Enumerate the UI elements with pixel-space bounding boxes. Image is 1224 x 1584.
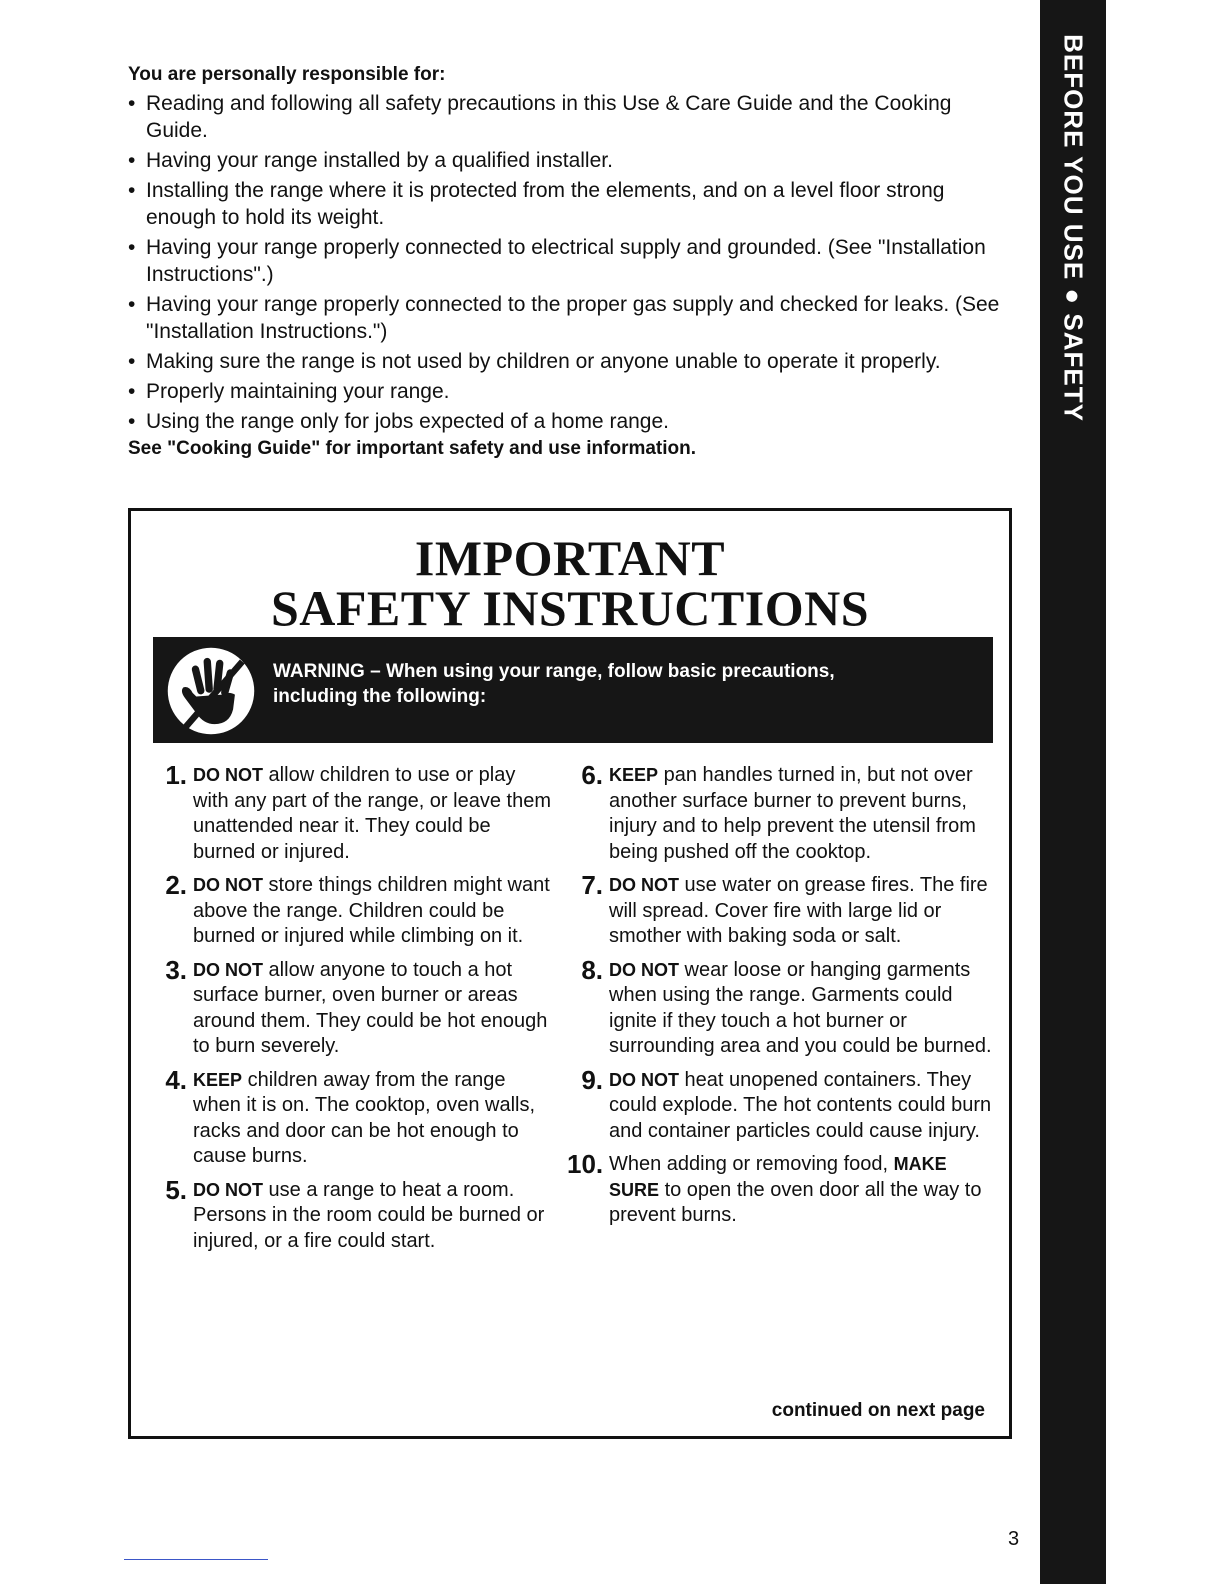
box-title-line: SAFETY INSTRUCTIONS [270,580,870,636]
responsibility-list [128,90,1008,435]
instruction-number: 2. [165,870,187,900]
instruction-keyword: DO NOT [609,875,679,895]
instruction-number: 8. [581,954,603,985]
instruction-text: store things children might want above the range. Children could be burned or injured while climbing on it. [193,874,550,947]
warning-hand-icon [165,645,257,737]
instruction-text: use a range to heat a room. Persons in the room could be burned or injured, or a fire could start. [193,1178,545,1252]
list-item: • Installing the range where it is protected from the elements, and on a level floor strong enough to hold its weight. [128,179,945,229]
list-item: • Reading and following all safety precautions in this Use & Care Guide and the Cooking Guide. [128,92,952,142]
instruction-keyword: DO NOT [609,1069,679,1090]
instructions-column-left [151,760,551,1262]
instruction-number: 10. [567,1149,604,1179]
list-item: • Having your range properly connected to electrical supply and grounded. (See "Installation Instructions".) [128,236,986,286]
intro-heading: You are personally responsible for: [128,64,446,85]
instruction-item [151,954,551,1060]
instruction-keyword: DO NOT [609,959,679,980]
instruction-keyword: MAKE SURE [609,1154,947,1200]
instruction-keyword: KEEP [609,765,659,785]
instruction-number: 6. [581,760,603,790]
instruction-text: heat unopened containers. They could explode. The hot contents could burn and container particles could cause injury. [609,1068,992,1142]
instruction-number: 5. [165,1174,187,1205]
warning-line: including the following: [273,686,487,707]
box-title [131,530,1009,636]
box-title-line: IMPORTANT [414,530,726,586]
page-number: 3 [1008,1528,1020,1550]
intro-section [128,64,1008,460]
list-item: • Properly maintaining your range. [128,380,450,403]
instruction-keyword: DO NOT [193,1179,263,1200]
instruction-item [151,870,551,950]
instruction-keyword: DO NOT [193,959,263,980]
list-item: • Having your range installed by a qualified installer. [128,149,613,172]
cooking-guide-note: See "Cooking Guide" for important safety and use information. [128,438,697,459]
list-item: • Having your range properly connected to the proper gas supply and checked for leaks. (See "Installation Instructions.") [128,293,1000,343]
instruction-number: 3. [165,954,187,985]
instruction-keyword: KEEP [193,1069,243,1090]
instruction-number: 1. [165,760,187,790]
instruction-number: 7. [581,870,603,900]
instruction-item [567,760,992,865]
instruction-text: When adding or removing food, [609,1153,894,1175]
list-item: • Making sure the range is not used by children or anyone unable to operate it properly. [128,350,941,373]
instruction-item [567,1064,992,1145]
instruction-text: children away from the range when it is on. The cooktop, oven walls, racks and door can be hot enough to cause burns. [193,1068,536,1167]
warning-text [273,659,993,709]
instruction-number: 4. [165,1064,187,1095]
warning-banner [153,637,993,743]
instruction-text: allow children to use or play with any part of the range, or leave them unattended near it. They could be burned or injured. [193,764,551,863]
instruction-item [567,1149,992,1229]
footnote-rule [124,1559,268,1560]
instruction-item [151,760,551,865]
instruction-text: use water on grease fires. The fire will spread. Cover fire with large lid or smother with baking soda or salt. [609,874,988,947]
instruction-keyword: DO NOT [193,765,263,785]
instructions-column-right [567,760,992,1237]
instruction-text: wear loose or hanging garments when using the range. Garments could ignite if they touch a hot burner or surrounding area and you could be burned. [609,958,992,1057]
side-tab-label: BEFORE YOU USE ● SAFETY [1058,34,1089,422]
instruction-item [567,870,992,950]
warning-line: WARNING – When using your range, follow basic precautions, [273,661,835,682]
instruction-number: 9. [581,1064,603,1095]
instruction-keyword: DO NOT [193,875,263,895]
instruction-text: to open the oven door all the way to prevent burns. [609,1178,982,1226]
instruction-item [151,1174,551,1255]
instruction-text: allow anyone to touch a hot surface burner, oven burner or areas around them. They could be hot enough to burn severely. [193,958,548,1057]
continued-note: continued on next page [771,1400,985,1421]
list-item: • Using the range only for jobs expected of a home range. [128,410,669,433]
instruction-text: pan handles turned in, but not over another surface burner to prevent burns, injury and to help prevent the utensil from being pushed off the cooktop. [609,764,976,863]
instruction-item [151,1064,551,1170]
instruction-item [567,954,992,1060]
safety-instructions-box [128,508,1012,1439]
